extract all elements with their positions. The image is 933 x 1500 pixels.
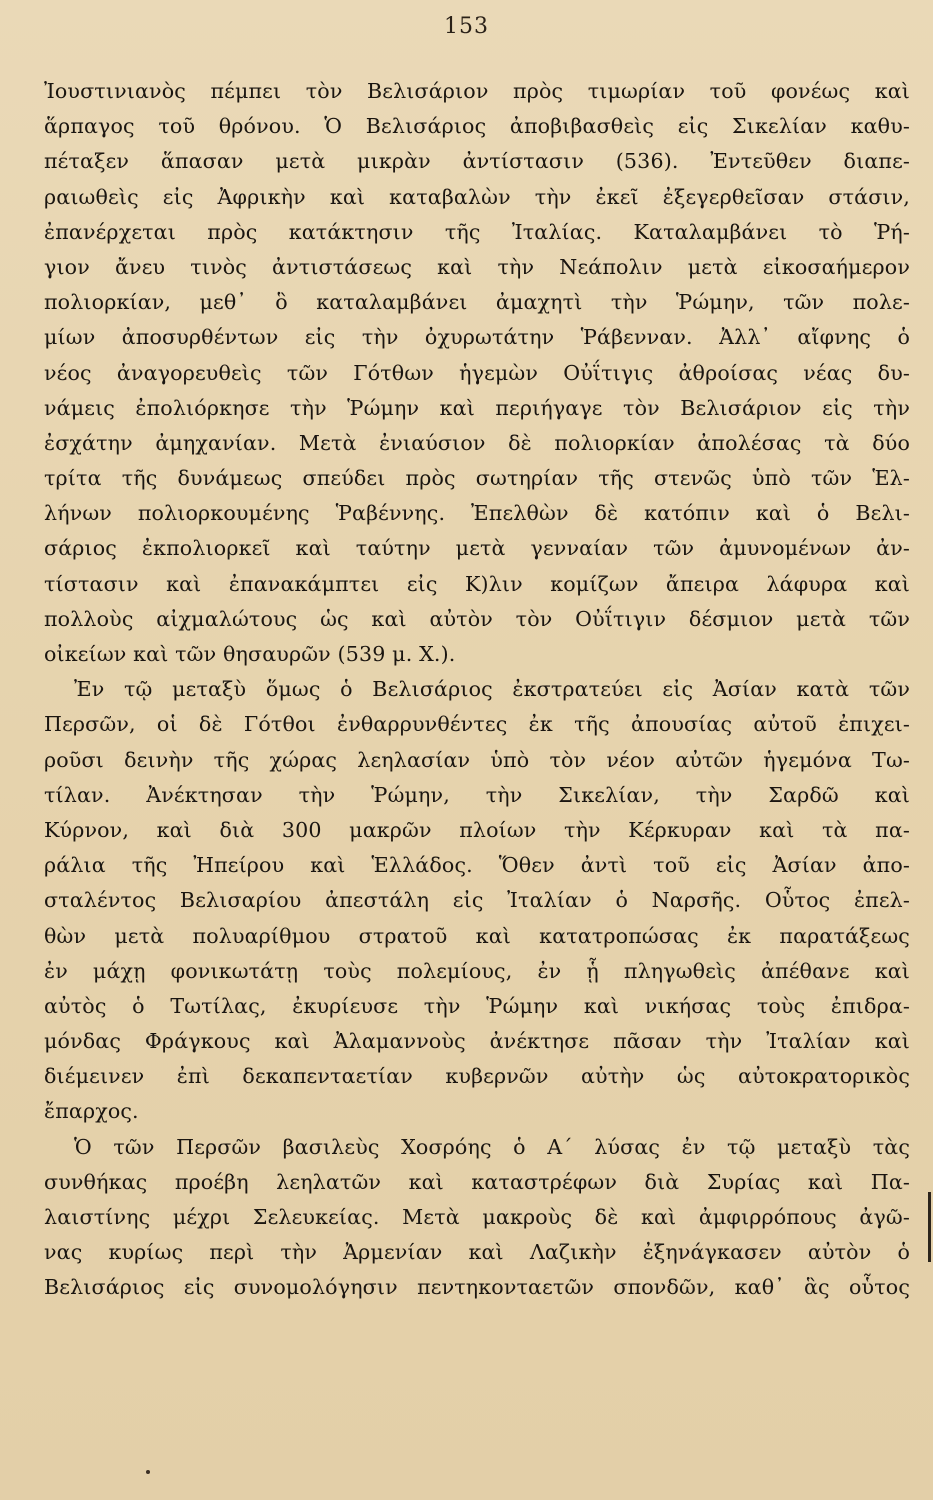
text-line: θὼν μετὰ πολυαρίθμου στρατοῦ καὶ κατατροπώσας ἐκ παρατάξεως — [44, 923, 910, 948]
text-line: νάμεις ἐπολιόρκησε τὴν Ῥώμην καὶ περιήγαγε τὸν Βελισάριον εἰς τὴν — [44, 395, 910, 420]
text-line: ροῦσι δεινὴν τῆς χώρας λεηλασίαν ὑπὸ τὸν νέον αὐτῶν ἡγεμόνα Τω- — [44, 747, 910, 772]
text-line: νέος ἀναγορευθεὶς τῶν Γότθων ἡγεμὼν Οὐΐτιγις ἀθροίσας νέας δυ- — [44, 360, 910, 385]
text-line: τίστασιν καὶ ἐπανακάμπτει εἰς Κ)λιν κομίζων ἄπειρα λάφυρα καὶ — [44, 571, 910, 596]
page-number: 153 — [444, 14, 489, 39]
text-line: τρίτα τῆς δυνάμεως σπεύδει πρὸς σωτηρίαν τῆς στενῶς ὑπὸ τῶν Ἑλ- — [44, 466, 910, 491]
text-line: διέμεινεν ἐπὶ δεκαπενταετίαν κυβερνῶν αὐτὴν ὡς αὐτοκρατορικὸς — [44, 1064, 910, 1089]
text-line: μίων ἀποσυρθέντων εἰς τὴν ὀχυρωτάτην Ῥάβενναν. Ἀλλ᾽ αἴφνης ὁ — [44, 325, 910, 350]
text-line: πολιορκίαν, μεθ᾽ ὃ καταλαμβάνει ἀμαχητὶ τὴν Ῥώμην, τῶν πολε- — [44, 290, 910, 315]
text-line: Ἐν τῷ μεταξὺ ὅμως ὁ Βελισάριος ἐκστρατεύει εἰς Ἀσίαν κατὰ τῶν — [74, 677, 910, 702]
body-text — [44, 74, 910, 1306]
text-line: πέταξεν ἅπασαν μετὰ μικρὰν ἀντίστασιν (536). Ἐντεῦθεν διαπε- — [44, 149, 910, 174]
text-line: νας κυρίως περὶ τὴν Ἀρμενίαν καὶ Λαζικὴν ἐξηνάγκασεν αὐτὸν ὁ — [44, 1240, 910, 1265]
margin-mark — [928, 1192, 931, 1262]
text-line: ραιωθεὶς εἰς Ἀφρικὴν καὶ καταβαλὼν τὴν ἐκεῖ ἐξεγερθεῖσαν στάσιν, — [44, 184, 910, 209]
text-line: ἅρπαγος τοῦ θρόνου. Ὁ Βελισάριος ἀποβιβασθεὶς εἰς Σικελίαν καθυ- — [44, 114, 910, 139]
text-line: συνθήκας προέβη λεηλατῶν καὶ καταστρέφων διὰ Συρίας καὶ Πα- — [44, 1169, 910, 1194]
text-line: Περσῶν, οἱ δὲ Γότθοι ἐνθαρρυνθέντες ἐκ τῆς ἀπουσίας αὐτοῦ ἐπιχει- — [44, 712, 910, 737]
text-line: Κύρνον, καὶ διὰ 300 μακρῶν πλοίων τὴν Κέρκυραν καὶ τὰ πα- — [44, 817, 910, 842]
text-line: ἔπαρχος. — [44, 1099, 139, 1124]
text-line: Βελισάριος εἰς συνομολόγησιν πεντηκονταετῶν σπονδῶν, καθ᾽ ἃς οὗτος — [44, 1275, 910, 1300]
text-line: τίλαν. Ἀνέκτησαν τὴν Ῥώμην, τὴν Σικελίαν, τὴν Σαρδῶ καὶ — [44, 782, 910, 807]
ink-speck — [146, 1470, 150, 1474]
text-line: ἐπανέρχεται πρὸς κατάκτησιν τῆς Ἰταλίας. Καταλαμβάνει τὸ Ῥή- — [44, 219, 910, 244]
text-line: αὐτὸς ὁ Τωτίλας, ἐκυρίευσε τὴν Ῥώμην καὶ νικήσας τοὺς ἐπιδρα- — [44, 993, 910, 1018]
text-line: Ὁ τῶν Περσῶν βασιλεὺς Χοσρόης ὁ Α´ λύσας ἐν τῷ μεταξὺ τὰς — [74, 1134, 910, 1159]
text-line: σταλέντος Βελισαρίου ἀπεστάλη εἰς Ἰταλίαν ὁ Ναρσῆς. Οὗτος ἐπελ- — [44, 888, 910, 913]
text-line: ἐσχάτην ἀμηχανίαν. Μετὰ ἐνιαύσιον δὲ πολιορκίαν ἀπολέσας τὰ δύο — [44, 430, 910, 455]
text-line: Ἰουστινιανὸς πέμπει τὸν Βελισάριον πρὸς τιμωρίαν τοῦ φονέως καὶ — [44, 79, 910, 103]
text-line: πολλοὺς αἰχμαλώτους ὡς καὶ αὐτὸν τὸν Οὐΐτιγιν δέσμιον μετὰ τῶν — [44, 606, 910, 631]
text-line: ράλια τῆς Ἠπείρου καὶ Ἑλλάδος. Ὅθεν ἀντὶ τοῦ εἰς Ἀσίαν ἀπο- — [44, 853, 910, 878]
text-line: ἐν μάχῃ φονικωτάτῃ τοὺς πολεμίους, ἐν ᾗ πληγωθεὶς ἀπέθανε καὶ — [44, 958, 910, 983]
text-line: λήνων πολιορκουμένης Ῥαβέννης. Ἐπελθὼν δὲ κατόπιν καὶ ὁ Βελι- — [44, 501, 910, 526]
text-line: λαιστίνης μέχρι Σελευκείας. Μετὰ μακροὺς δὲ καὶ ἀμφιρρόπους ἀγῶ- — [44, 1205, 910, 1229]
text-line: σάριος ἐκπολιορκεῖ καὶ ταύτην μετὰ γενναίαν τῶν ἀμυνομένων ἀν- — [44, 536, 910, 561]
text-line: οἰκείων καὶ τῶν θησαυρῶν (539 μ. Χ.). — [44, 642, 456, 666]
text-line: μόνδας Φράγκους καὶ Ἀλαμαννοὺς ἀνέκτησε πᾶσαν τὴν Ἰταλίαν καὶ — [44, 1029, 910, 1054]
text-line: γιον ἄνευ τινὸς ἀντιστάσεως καὶ τὴν Νεάπολιν μετὰ εἰκοσαήμερον — [44, 254, 910, 279]
